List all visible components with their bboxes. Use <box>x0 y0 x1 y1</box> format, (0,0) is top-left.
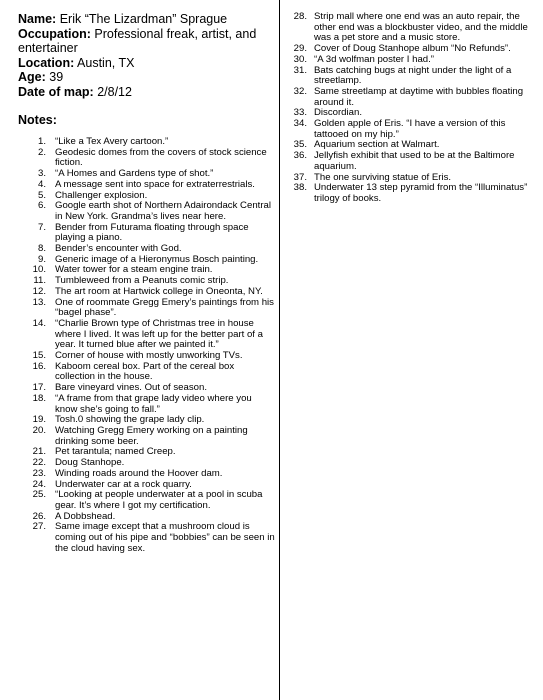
note-item <box>289 119 539 140</box>
note-text: Generic image of a Hieronymus Bosch painting. <box>55 253 259 265</box>
note-text: A message sent into space for extraterrestrials. <box>55 178 255 190</box>
note-text: Same image except that a mushroom cloud is coming out of his pipe and “bobbies” can be seen in the cloud having sex. <box>55 521 275 554</box>
note-item <box>18 298 276 319</box>
column-divider <box>279 0 280 700</box>
note-item <box>289 183 539 204</box>
note-number: 20. <box>32 424 46 436</box>
note-text: “A Homes and Gardens type of shot.” <box>55 168 214 180</box>
note-text: Aquarium section at Walmart. <box>314 139 440 151</box>
note-number: 33. <box>293 107 307 119</box>
note-text: Challenger explosion. <box>55 189 148 201</box>
note-number: 27. <box>32 521 46 533</box>
name-field <box>18 12 276 27</box>
note-text: Discordian. <box>314 107 362 119</box>
note-item <box>18 362 276 383</box>
note-text: Water tower for a steam engine train. <box>55 264 213 276</box>
note-text: “A 3d wolfman poster I had.” <box>314 53 434 65</box>
note-text: Bats catching bugs at night under the light of a streetlamp. <box>314 64 512 87</box>
note-number: 2. <box>37 146 46 158</box>
note-text: Tosh.0 showing the grape lady clip. <box>55 414 205 426</box>
note-text: Watching Gregg Emery working on a painting drinking some beer. <box>55 424 248 447</box>
note-number: 1. <box>37 136 46 147</box>
notes-heading: Notes: <box>18 113 57 127</box>
note-text: Same streetlamp at daytime with bubbles floating around it. <box>314 85 524 108</box>
note-item <box>18 148 276 169</box>
note-number: 23. <box>32 467 46 479</box>
note-number: 22. <box>32 457 46 469</box>
note-item <box>18 426 276 447</box>
age-value: 39 <box>49 70 64 84</box>
note-text: Bender’s encounter with God. <box>55 243 182 255</box>
note-number: 31. <box>293 64 307 76</box>
note-text: Bare vineyard vines. Out of season. <box>55 382 207 394</box>
note-number: 38. <box>293 182 307 194</box>
occupation-value: Professional freak, artist, and entertainer <box>18 26 257 55</box>
note-text: “Charlie Brown type of Christmas tree in house where I lived. It was left up for the better part of a year. It turned blue after we painted it.” <box>55 317 263 351</box>
note-number: 36. <box>293 150 307 162</box>
note-item <box>289 12 539 44</box>
note-text: Bender from Futurama floating through space playing a piano. <box>55 221 249 244</box>
age-field <box>18 70 276 85</box>
note-number: 28. <box>293 11 307 22</box>
note-number: 15. <box>32 350 46 362</box>
name-value: Erik “The Lizardman” Sprague <box>59 12 228 26</box>
note-number: 9. <box>37 253 46 265</box>
right-column <box>289 12 539 205</box>
note-item <box>18 394 276 415</box>
note-number: 18. <box>32 392 46 404</box>
note-text: Geodesic domes from the covers of stock science fiction. <box>55 146 267 169</box>
note-number: 32. <box>293 85 307 97</box>
left-column <box>18 12 276 554</box>
note-number: 3. <box>37 168 46 180</box>
note-item <box>18 522 276 554</box>
note-number: 11. <box>33 275 46 287</box>
note-number: 4. <box>37 178 46 190</box>
note-number: 12. <box>32 285 46 297</box>
location-field <box>18 56 276 71</box>
note-text: One of roommate Gregg Emery’s paintings from his “bagel phase”. <box>55 296 274 319</box>
note-number: 29. <box>293 43 307 55</box>
note-item <box>18 223 276 244</box>
notes-list-left <box>18 137 276 554</box>
note-number: 14. <box>32 317 46 329</box>
note-number: 35. <box>293 139 307 151</box>
note-item <box>289 151 539 172</box>
location-value: Austin, TX <box>77 55 135 70</box>
note-number: 5. <box>37 189 46 201</box>
note-text: “A frame from that grape lady video where you know she’s going to fall.” <box>55 392 252 415</box>
note-text: Cover of Doug Stanhope album “No Refunds”. <box>314 43 511 55</box>
note-text: Golden apple of Eris. “I have a version of this tattooed on my hip.” <box>314 118 506 140</box>
note-text: Strip mall where one end was an auto repair, the other end was a blockbuster video, and the middle was a pet store and a music store. <box>314 11 528 44</box>
notes-list-right <box>289 12 539 205</box>
note-number: 13. <box>32 296 46 308</box>
note-number: 25. <box>32 489 46 501</box>
name-label: Name: <box>18 12 57 26</box>
note-text: Jellyfish exhibit that used to be at the Baltimore aquarium. <box>314 150 515 172</box>
date-label: Date of map: <box>18 84 94 99</box>
note-text: Underwater car at a rock quarry. <box>55 478 192 490</box>
note-text: Kaboom cereal box. Part of the cereal box collection in the house. <box>55 360 235 383</box>
note-number: 8. <box>37 243 46 255</box>
note-number: 34. <box>293 118 307 130</box>
note-text: Pet tarantula; named Creep. <box>55 446 176 458</box>
note-number: 24. <box>32 478 46 490</box>
note-number: 7. <box>37 221 46 233</box>
note-text: The art room at Hartwick college in Oneonta, NY. <box>55 285 263 297</box>
note-text: Winding roads around the Hoover dam. <box>55 467 223 479</box>
location-label: Location: <box>18 55 75 70</box>
occupation-field <box>18 27 276 56</box>
occupation-label: Occupation: <box>18 26 91 41</box>
note-text: A Dobbshead. <box>55 510 116 522</box>
date-field <box>18 85 276 100</box>
note-text: Google earth shot of Northern Adairondack Central in New York. Grandma’s lives near here. <box>55 200 271 222</box>
note-number: 30. <box>293 53 307 65</box>
note-text: Tumbleweed from a Peanuts comic strip. <box>55 275 229 287</box>
note-number: 17. <box>32 382 46 394</box>
note-item <box>289 87 539 108</box>
note-item <box>18 319 276 351</box>
note-number: 37. <box>293 171 307 183</box>
age-label: Age: <box>18 70 46 84</box>
note-text: “Like a Tex Avery cartoon.” <box>55 136 169 147</box>
note-item <box>289 66 539 87</box>
note-text: Underwater 13 step pyramid from the “Illuminatus” trilogy of books. <box>314 182 528 204</box>
note-number: 26. <box>32 510 46 522</box>
note-text: Corner of house with mostly unworking TVs. <box>55 350 243 362</box>
note-text: Doug Stanhope. <box>55 457 125 469</box>
note-number: 21. <box>32 446 46 458</box>
note-number: 16. <box>32 360 46 372</box>
note-number: 10. <box>32 264 46 276</box>
note-text: “Looking at people underwater at a pool in scuba gear. It’s where I got my certification. <box>55 489 263 511</box>
note-number: 19. <box>32 414 46 426</box>
note-number: 6. <box>37 200 46 212</box>
date-value: 2/8/12 <box>97 84 132 99</box>
note-item <box>18 490 276 511</box>
note-text: The one surviving statue of Eris. <box>314 171 452 183</box>
note-item <box>18 201 276 222</box>
